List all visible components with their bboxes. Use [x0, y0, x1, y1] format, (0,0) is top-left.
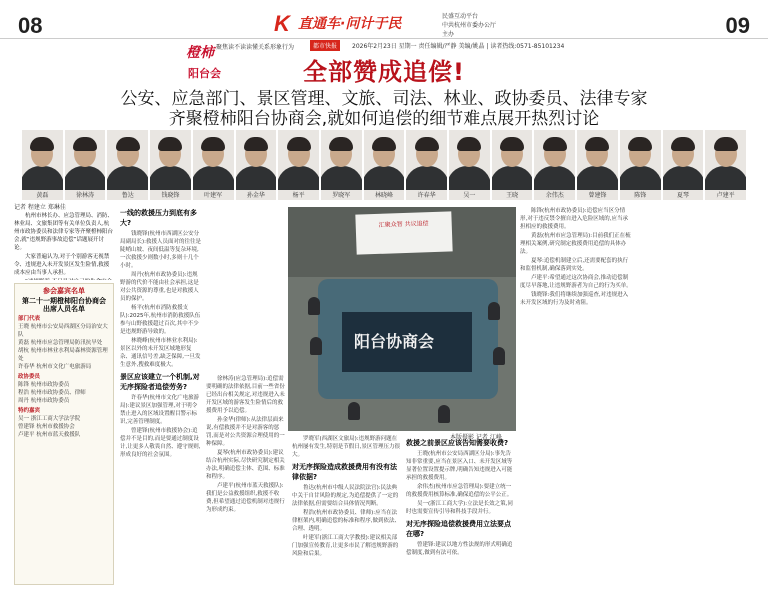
portrait-body [663, 166, 704, 190]
header-rule [0, 38, 768, 39]
article-column-5 [406, 435, 514, 588]
guest-group-heading: 政协委员 [18, 374, 41, 380]
participant-photo [321, 130, 362, 200]
portrait-body [406, 166, 447, 190]
guest-group-heading: 部门代表 [18, 316, 41, 322]
participant-photo [278, 130, 319, 200]
portrait-body [620, 166, 661, 190]
portrait-hair [372, 137, 396, 151]
participant-photo [449, 130, 490, 200]
portrait-body [705, 166, 746, 190]
body-paragraph: 卢建平(杭州市蓝天救援队):我们是公益救援组织,救援不收费,但希望通过追偿机制对违规行为形成约束。 [206, 483, 285, 513]
portrait-hair [628, 137, 652, 151]
participant-photo [364, 130, 405, 200]
portrait-hair [329, 137, 353, 151]
lead-paragraph [14, 278, 114, 280]
body-paragraph: 叶建军(浙江工商大学教授):建议相关部门加强宣传教育,让更多市民了解违规野游的风险和后果。 [292, 535, 399, 557]
participant-photo [534, 130, 575, 200]
portrait-hair [671, 137, 695, 151]
lead-paragraph: 杭州市林长办、应急管理局、消防、林业局、文旅集团等有关单位负责人,杭州市政协委员和法律专家等齐聚橙柿阳台会,就“违规野游事故追偿”话题展开讨论。 [14, 213, 114, 251]
participant-name: 夏琴 [676, 192, 689, 199]
portrait-body [236, 166, 277, 190]
portrait-hair [457, 137, 481, 151]
portrait-hair [585, 137, 609, 151]
participant-photo [620, 130, 661, 200]
body-paragraph: 吴一(浙江工商大学):立法是长效之策,同时也需要宣传引导和科技手段并行。 [406, 501, 513, 515]
body-paragraph: 夏琴:追偿机制建立后,还需要配套的执行和监督机制,确保落到实处。 [520, 258, 629, 272]
participant-photo [193, 130, 234, 200]
body-paragraph: 黄磊(杭州市应急管理局):目前我们正在梳理相关案例,研究制定救援费用追偿的具体办法。 [520, 233, 631, 255]
portrait-hair [158, 137, 182, 151]
participant-name: 林晓峰 [374, 192, 393, 199]
participant-photo-strip [22, 130, 746, 200]
participant-name: 徐林涛 [76, 192, 95, 199]
participant-name: 鲁达 [121, 192, 134, 199]
guest-entry: 陈锋 杭州市政协委员 [18, 382, 70, 388]
participant-name: 余伟杰 [545, 192, 564, 199]
body-paragraph: 卢建平:希望通过这次协商会,推动追偿制度尽早落地,让违规野游者为自己的行为买单。 [520, 275, 632, 289]
participant-name: 叶建军 [204, 192, 223, 199]
photo-caption: 本版摄影 记者 江峰 [450, 434, 502, 441]
lead-column [14, 212, 114, 280]
portrait-hair [543, 137, 567, 151]
participant-name: 钱晓锋 [161, 192, 180, 199]
participant-photo [492, 130, 533, 200]
body-paragraph: 曾建锋:建议以地方性法规的形式明确追偿制度,做到有法可依。 [406, 542, 513, 556]
portrait-body [449, 166, 490, 190]
photo-person [488, 302, 500, 320]
portrait-hair [244, 137, 268, 151]
portrait-body [107, 166, 148, 190]
masthead-title: 直通车·问计于民 [298, 16, 402, 32]
portrait-body [577, 166, 618, 190]
participant-name: 许春华 [417, 192, 436, 199]
masthead-side-line2: 中共杭州市委办公厅主办 [442, 22, 497, 38]
issue-date: 2026年2月23日 星期一 责任编辑/严静 美编/姚晶 | 读者热线:0571-85101234 [352, 43, 565, 50]
masthead [274, 10, 498, 36]
photo-person [308, 297, 320, 315]
participant-photo [22, 130, 63, 200]
guest-entry: 吴一 浙江工商大学法学院 [18, 416, 81, 422]
section-heading: 对无序探险造成救援费用有没有法律依据? [292, 463, 397, 481]
photo-person [438, 405, 450, 423]
guest-entry: 曾建锋 杭州市救援协会 [18, 424, 75, 430]
participant-photo [150, 130, 191, 200]
portrait-hair [714, 137, 738, 151]
article-column-3 [206, 375, 286, 588]
guest-list-sections [18, 315, 110, 439]
guest-list-box [14, 283, 114, 585]
lead-paragraph: 大家普遍认为,对于个别游客无视禁令、违规进入未开发景区发生险情,救援成本应由当事人承担。 [14, 254, 110, 276]
portrait-hair [201, 137, 225, 151]
photo-logo-text: 阳台协商会 [354, 332, 435, 351]
participant-photo [663, 130, 704, 200]
body-paragraph: 周丹(杭州市政协委员):违规野游的代价不能由社会承担,这是对公共资源的尊重,也是对救援人员的保护。 [120, 272, 199, 302]
participant-photo [65, 130, 106, 200]
meeting-photo [288, 207, 516, 431]
guest-entry: 胡杭 杭州市林业水利局森林资源管理处 [18, 348, 108, 362]
guest-entry: 许春华 杭州市文化广电旅游局 [18, 364, 92, 370]
participant-photo [236, 130, 277, 200]
guest-list-title: 参会嘉宾名单 [43, 287, 85, 295]
body-paragraph: 余伟杰(杭州市应急管理局):要建立统一的救援费用核算标准,确保追偿的公平公正。 [406, 484, 513, 498]
poster-text: 汇聚众智 共议追偿 [378, 220, 429, 229]
byline: 记者 程建立 郑琳佳 [14, 204, 66, 211]
participant-photo [577, 130, 618, 200]
portrait-body [150, 166, 191, 190]
body-paragraph: 孙金华(律师):从法律层面来说,有偿救援并不是对游客的惩罚,而是对公共资源合理使用的一种保障。 [206, 417, 285, 447]
participant-photo [107, 130, 148, 200]
body-paragraph: 钱晓锋:我们将继续加强巡查,对违规进入未开发区域的行为及时劝阻。 [520, 292, 629, 306]
participant-photo [406, 130, 447, 200]
photo-poster [355, 211, 452, 254]
headline: 全部赞成追偿! [303, 58, 465, 86]
participant-name: 黄磊 [36, 192, 49, 199]
participant-photo [705, 130, 746, 200]
portrait-body [22, 166, 63, 190]
photo-person [310, 337, 322, 355]
brand-tagline: 聚焦读不读读懂关系形象行为 [216, 44, 295, 51]
body-paragraph: 徐林涛(应急管理局):追偿需要明确的法律依据,目前一些省份已经出台相关规定,对违规进入未开发区域的游客发生险情后的救援费用予以追偿。 [206, 376, 285, 414]
portrait-body [278, 166, 319, 190]
article-column-6 [520, 207, 632, 588]
masthead-side-line1: 民盛互动平台 [442, 13, 479, 20]
brand-main: 橙柿 [186, 45, 214, 61]
participant-name: 吴一 [463, 192, 476, 199]
guest-entry: 王晓 杭州市公安局西湖区分局治安大队 [18, 324, 108, 338]
participant-name: 罗晓军 [332, 192, 351, 199]
guest-group-heading: 特约嘉宾 [18, 408, 41, 414]
participant-name: 陈锋 [634, 192, 647, 199]
body-paragraph: 杨平(杭州市消防救援支队):2025年,杭州市消防救援队伍参与山野救援超过百次,其中不少是违规野游导致的。 [120, 305, 201, 335]
brand-sub: 阳台会 [188, 67, 221, 80]
body-paragraph: 曾建锋(杭州市救援协会):追偿并不是目的,而是要通过制度设计,让更多人敬畏自然、遵守规则,形成良好的社会氛围。 [120, 428, 201, 458]
article-column-7 [638, 207, 754, 588]
portrait-hair [415, 137, 439, 151]
guest-entry: 卢建平 杭州市蓝天救援队 [18, 432, 81, 438]
portrait-hair [287, 137, 311, 151]
portrait-body [492, 166, 533, 190]
body-paragraph: 林晓峰(杭州市林业水利局):景区以外的未开发区域地形复杂、通讯信号差,缺乏保障,一旦发生意外,搜救难度极大。 [120, 338, 201, 368]
portrait-hair [73, 137, 97, 151]
k-logo-icon: K [274, 11, 290, 36]
participant-name: 卢建平 [716, 192, 735, 199]
participant-name: 孙金华 [246, 192, 265, 199]
participant-name: 曾建锋 [588, 192, 607, 199]
subheadline-line2: 齐聚橙柿阳台协商会,就如何追偿的细节难点展开热烈讨论 [168, 109, 600, 129]
section-heading: 一线的救援压力到底有多大? [120, 209, 197, 227]
portrait-hair [30, 137, 54, 151]
participant-name: 杨平 [292, 192, 305, 199]
subheadline-line1: 公安、应急部门、景区管理、文旅、司法、林业、政协委员、法律专家 [120, 89, 648, 109]
article-column-4 [292, 435, 402, 588]
newspaper-tag: 都市快报 [310, 40, 340, 51]
body-paragraph: 王晓(杭州市公安局西湖区分局):事先告知非常重要,应当在景区入口、未开发区域等显著位置设置提示牌,明确告知违规进入可能承担的救援费用。 [406, 451, 513, 481]
guest-entry: 黄磊 杭州市应急管理局防汛抗旱处 [18, 340, 103, 346]
page-number-right: 09 [725, 13, 750, 38]
body-paragraph: 钱晓锋(杭州市西湖区公安分局副局长):救援人员面对的往往是陡峭山坡、夜间低温等复杂环境,一次救援少则数小时,多则十几个小时。 [120, 231, 201, 269]
body-paragraph: 陈锋(杭州市政协委员):追偿应当区分情形,对于违反禁令擅自进入危险区域的,应当承担相应的救援费用。 [520, 208, 628, 230]
guest-entry: 程浩 杭州市政协委员、律师 [18, 390, 86, 396]
body-paragraph: 夏琴(杭州市政协委员):建议结合杭州实际,尽快研究制定相关办法,明确追偿主体、范围、标准和程序。 [206, 450, 285, 480]
portrait-body [321, 166, 362, 190]
body-paragraph: 许春华(杭州市文化广电旅游局):建议景区加强管理,对于明令禁止进入的区域设置醒目警示标识,完善管理制度。 [120, 395, 200, 425]
portrait-body [193, 166, 234, 190]
body-paragraph: 罗晓军(西湖区文旅局):违规野游问题在杭州屡有发生,特别是节假日,景区管理压力很大。 [292, 436, 400, 458]
section-heading: 景区应该建立一个机制,对无序探险者追偿劳务? [120, 373, 200, 391]
portrait-body [364, 166, 405, 190]
article-column-2 [120, 205, 202, 588]
portrait-body [534, 166, 575, 190]
photo-person [493, 347, 505, 365]
body-paragraph: 程浩(杭州市政协委员、律师):应当在法律框架内,明确追偿的标准和程序,做到依法、合理、透明。 [292, 510, 400, 532]
portrait-body [65, 166, 106, 190]
section-heading: 对无序探险追偿救援费用立法要点在哪? [406, 520, 511, 538]
section-heading: 救援之前景区应该告知需要收费? [406, 439, 509, 447]
participant-name: 王晓 [506, 192, 519, 199]
portrait-hair [500, 137, 524, 151]
guest-list-subtitle: 第二十一期橙柿阳台协商会 出席人员名单 [22, 297, 106, 313]
guest-entry: 周丹 杭州市政协委员 [18, 398, 70, 404]
body-paragraph: 鲁达(杭州市中级人民法院法官):民法典中关于自甘风险的规定,为追偿提供了一定的法律依据,但需要结合具体情况判断。 [292, 485, 399, 507]
page-number-left: 08 [18, 13, 43, 38]
header-info-bar [0, 40, 768, 51]
masthead-side [442, 12, 498, 39]
photo-person [348, 402, 360, 420]
portrait-hair [116, 137, 140, 151]
